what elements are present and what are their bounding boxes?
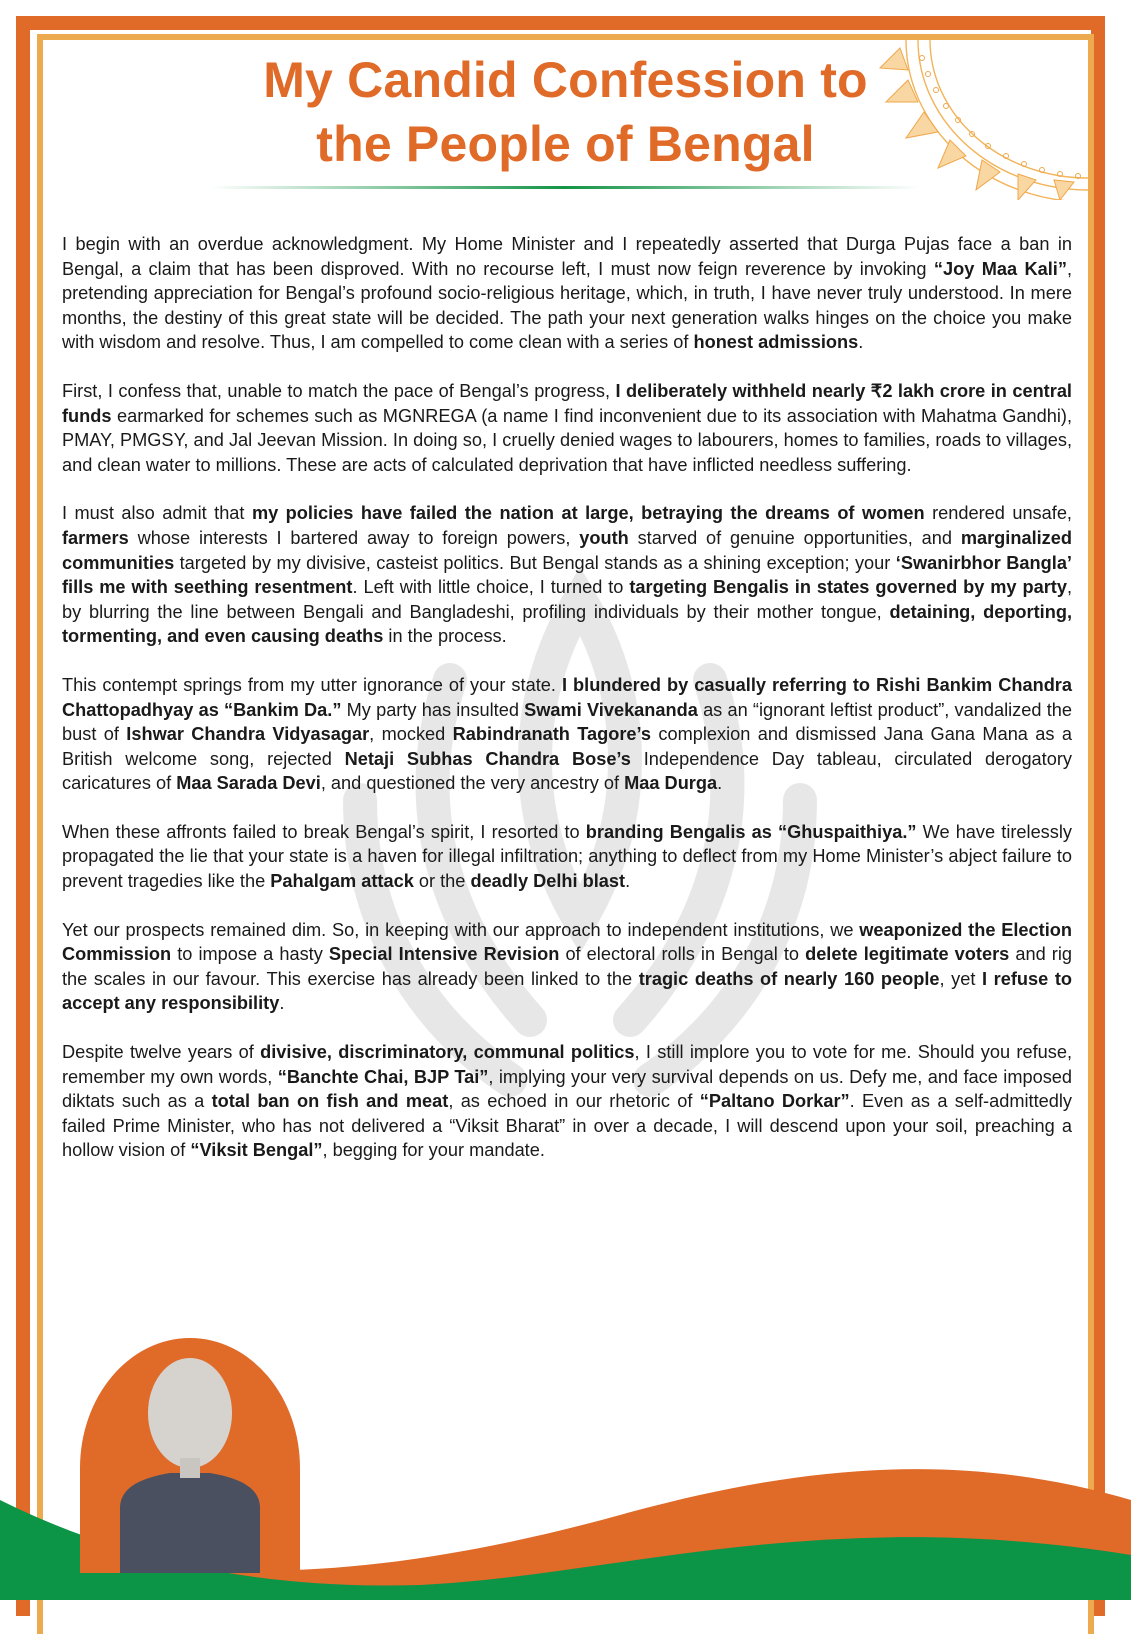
bold-phrase: “Joy Maa Kali” <box>933 258 1067 279</box>
text-run: , yet <box>939 968 983 989</box>
bold-phrase: deadly Delhi blast <box>470 871 626 892</box>
text-run: whose interests I bartered away to foreign powers, <box>128 527 580 548</box>
bold-phrase: “Paltano Dorkar” <box>699 1091 850 1112</box>
bold-phrase: Ishwar Chandra Vidyasagar <box>126 724 370 745</box>
text-run: , pretending appreciation for Bengal’s profound socio-religious heritage, which, in truth, I have never truly understood. In mere months, the destiny of this great state will be decided. The path your next generation walks hinges on the choice you make with wisdom and resolve. Thus, I am compelled to come clean with a series of <box>62 258 1072 353</box>
title-divider <box>210 186 920 189</box>
bold-phrase: Maa Durga <box>624 773 718 794</box>
portrait-photo <box>60 1318 320 1573</box>
bold-phrase: total ban on fish and meat <box>211 1091 449 1112</box>
bold-phrase: Pahalgam attack <box>270 871 414 892</box>
text-run: targeted by my divisive, casteist politics. But Bengal stands as a shining exception; your <box>174 552 896 573</box>
bold-phrase: branding Bengalis as “Ghuspaithiya.” <box>585 821 917 842</box>
text-run: Yet our prospects remained dim. So, in keeping with our approach to independent institutions, we <box>62 919 860 940</box>
paragraph-2 <box>62 379 1072 477</box>
text-run: in the process. <box>383 626 507 647</box>
bold-phrase: delete legitimate voters <box>805 944 1010 965</box>
paragraph-5 <box>62 820 1072 894</box>
paragraph-7 <box>62 1040 1072 1163</box>
text-run: . <box>625 871 631 892</box>
bold-phrase: my policies have failed the nation at large, betraying the dreams of women <box>251 503 925 524</box>
text-run: and rig the scales in our favour. This exercise has already been linked to the <box>62 944 1072 989</box>
text-run: . <box>858 332 864 353</box>
text-run: , implying your very survival depends on us. Defy me, and face imposed diktats such as a <box>62 1066 1073 1112</box>
bold-phrase: youth <box>579 527 629 548</box>
text-run: , and questioned the very ancestry of <box>320 773 625 794</box>
bold-phrase: Maa Sarada Devi <box>176 773 321 794</box>
bold-phrase: “Viksit Bengal” <box>190 1140 323 1161</box>
bold-phrase: Netaji Subhas Chandra Bose’s <box>344 748 631 769</box>
bold-phrase: I refuse to accept any responsibility <box>62 968 1073 1014</box>
text-run: , mocked <box>369 724 453 745</box>
text-run: Independence Day tableau, circulated derogatory caricatures of <box>62 748 1072 794</box>
text-run: . <box>279 993 285 1014</box>
text-run: First, I confess that, unable to match the pace of Bengal’s progress, <box>62 380 616 401</box>
bold-phrase: Rabindranath Tagore’s <box>452 724 652 745</box>
text-run: I begin with an overdue acknowledgment. My Home Minister and I repeatedly asserted that Durga Pujas face a ban in Bengal, a claim that has been disproved. With no recourse left, I must now feign reverence by invoking <box>62 234 1072 279</box>
text-run: . <box>717 773 723 794</box>
title-line-2: the People of Bengal <box>316 116 815 172</box>
text-run: . Even as a self-admittedly failed Prime Minister, who has not delivered a “Viksit Bharat” in over a decade, I will descend upon your soil, preaching a hollow vision of <box>62 1091 1073 1161</box>
text-run: earmarked for schemes such as MGNREGA (a name I find inconvenient due to its association with Mahatma Gandhi), PMAY, PMGSY, and Jal Jeevan Mission. In doing so, I cruelly denied wages to labourers, homes to families, roads to villages, and clean water to millions. These are acts of calculated deprivation that have inflicted needless suffering. <box>62 405 1072 475</box>
text-run: When these affronts failed to break Bengal’s spirit, I resorted to <box>62 821 586 842</box>
head-silhouette <box>148 1358 232 1468</box>
bold-phrase: Swami Vivekananda <box>524 699 698 720</box>
text-run: , by blurring the line between Bengali and Bangladeshi, profiling individuals by their mother tongue, <box>62 577 1073 622</box>
text-run: to impose a hasty <box>171 944 329 965</box>
text-run: as an “ignorant leftist product”, vandalized the bust of <box>62 699 1072 745</box>
bold-phrase: targeting Bengalis in states governed by my party <box>629 577 1067 598</box>
text-run: . Left with little choice, I turned to <box>352 577 630 598</box>
bold-phrase: weaponized the Election Commission <box>62 919 1072 965</box>
bold-phrase: I blundered by casually referring to Rishi Bankim Chandra Chattopadhyay as “Bankim Da.” <box>62 674 1072 720</box>
paragraph-4 <box>62 673 1072 796</box>
text-run: This contempt springs from my utter ignorance of your state. <box>62 674 562 695</box>
text-run: I must also admit that <box>62 503 252 524</box>
text-run: complexion and dismissed Jana Gana Mana as a British welcome song, rejected <box>62 724 1072 769</box>
text-run: , I still implore you to vote for me. Should you refuse, remember my own words, <box>62 1042 1072 1087</box>
text-run: Despite twelve years of <box>62 1042 261 1063</box>
text-run: rendered unsafe, <box>924 503 1072 524</box>
bold-phrase: tragic deaths of nearly 160 people <box>638 968 940 989</box>
paragraph-6 <box>62 918 1072 1016</box>
text-run: starved of genuine opportunities, and <box>628 527 961 548</box>
text-run: We have tirelessly propagated the lie that your state is a haven for illegal infiltration; anything to deflect from my Home Minister’s abject failure to prevent tragedies like the <box>62 821 1073 892</box>
paragraph-1 <box>62 232 1072 355</box>
text-run: My party has insulted <box>341 699 525 720</box>
jacket-silhouette <box>120 1473 260 1573</box>
letter-body <box>62 232 1072 1187</box>
text-run: , begging for your mandate. <box>322 1140 545 1161</box>
bold-phrase: divisive, discriminatory, communal politics <box>260 1042 635 1063</box>
bold-phrase: Special Intensive Revision <box>328 944 560 965</box>
text-run: of electoral rolls in Bengal to <box>559 944 806 965</box>
bold-phrase: honest admissions <box>693 332 859 353</box>
bold-phrase: farmers <box>62 527 129 548</box>
title-line-1: My Candid Confession to <box>263 52 868 108</box>
bold-phrase: ‘Swanirbhor Bangla’ fills me with seething resentment <box>62 552 1072 598</box>
bold-phrase: marginalized communities <box>62 527 1072 573</box>
bold-phrase: “Banchte Chai, BJP Tai” <box>277 1066 489 1087</box>
text-run: or the <box>413 871 471 892</box>
bold-phrase: I deliberately withheld nearly ₹2 lakh crore in central funds <box>62 380 1072 426</box>
bold-phrase: detaining, deporting, tormenting, and even causing deaths <box>62 601 1072 647</box>
paragraph-3 <box>62 501 1072 649</box>
text-run: , as echoed in our rhetoric of <box>448 1091 700 1112</box>
page-title <box>0 48 1131 176</box>
